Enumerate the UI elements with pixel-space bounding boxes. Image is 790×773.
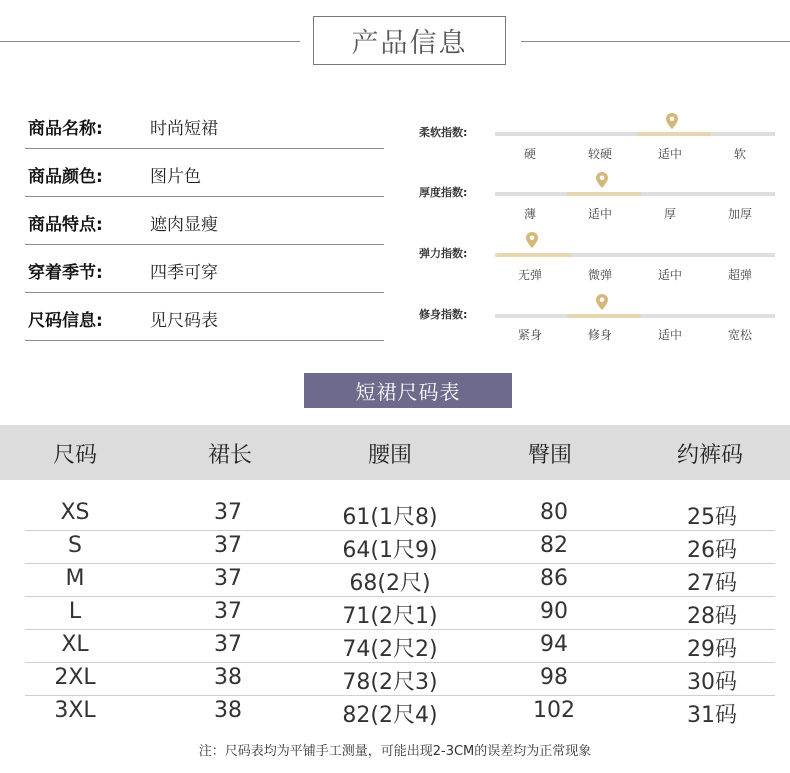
- info-value: 时尚短裙: [150, 119, 218, 139]
- location-pin-icon: [526, 232, 538, 248]
- column-header-pants-size: 约裤码: [676, 443, 743, 468]
- thickness-option: 适中: [587, 207, 612, 221]
- location-pin-icon: [596, 294, 608, 310]
- table-cell: 90: [540, 599, 568, 624]
- info-label: 商品名称:: [28, 119, 103, 139]
- info-row-season: [25, 245, 384, 293]
- fit-option: 宽松: [727, 328, 752, 342]
- table-cell: 27码: [687, 571, 737, 596]
- table-cell: 37: [214, 533, 242, 558]
- table-cell: 64(1尺9): [342, 538, 438, 563]
- table-cell: 38: [214, 665, 242, 690]
- table-cell: 74(2尺2): [342, 637, 438, 662]
- fit-index-label: 修身指数:: [419, 308, 468, 321]
- table-cell: 3XL: [54, 698, 96, 723]
- title-divider-left: [0, 41, 300, 42]
- table-cell: 30码: [687, 670, 737, 695]
- table-cell: 38: [214, 698, 242, 723]
- table-cell: 37: [214, 632, 242, 657]
- elasticity-option: 无弹: [517, 268, 542, 282]
- section-title: 产品信息: [313, 16, 506, 65]
- table-cell: 68(2尺): [349, 571, 431, 596]
- info-label: 尺码信息:: [28, 311, 103, 331]
- table-row: [25, 530, 775, 564]
- table-cell: 82: [540, 533, 568, 558]
- size-chart-title: 短裙尺码表: [304, 373, 512, 408]
- table-cell: 26码: [687, 538, 737, 563]
- table-cell: 98: [540, 665, 568, 690]
- location-pin-icon: [596, 172, 608, 188]
- fit-index-track: [495, 314, 775, 318]
- measurement-note: 注：尺码表均为平铺手工测量，可能出现2-3CM的误差均为正常现象: [198, 744, 592, 759]
- table-cell: XL: [61, 632, 89, 657]
- table-cell: 31码: [687, 703, 737, 728]
- table-cell: XS: [60, 500, 90, 525]
- column-header-size: 尺码: [52, 443, 97, 468]
- softness-option: 软: [733, 147, 746, 161]
- table-cell: 82(2尺4): [342, 703, 438, 728]
- info-value: 见尺码表: [150, 311, 218, 331]
- info-row-color: [25, 149, 384, 197]
- table-row: [25, 563, 775, 597]
- info-label: 商品颜色:: [28, 167, 103, 187]
- softness-option: 硬: [523, 147, 536, 161]
- info-value: 四季可穿: [150, 263, 218, 283]
- table-row: [25, 695, 775, 728]
- table-cell: 29码: [687, 637, 737, 662]
- elasticity-option: 微弹: [587, 268, 612, 282]
- fit-index-fill: [567, 314, 641, 318]
- softness-option: 适中: [657, 147, 682, 161]
- info-row-size: [25, 293, 384, 341]
- table-cell: 37: [214, 500, 242, 525]
- thickness-option: 薄: [523, 207, 536, 221]
- softness-option: 较硬: [587, 147, 612, 161]
- table-row: [25, 662, 775, 696]
- info-row-feature: [25, 197, 384, 245]
- thickness-option: 加厚: [727, 207, 752, 221]
- size-table-header: [0, 425, 790, 480]
- info-label: 穿着季节:: [28, 263, 103, 283]
- thickness-index-label: 厚度指数:: [419, 186, 468, 199]
- softness-index-fill: [637, 132, 711, 136]
- table-cell: 102: [533, 698, 575, 723]
- info-label: 商品特点:: [28, 215, 103, 235]
- elasticity-option: 适中: [657, 268, 682, 282]
- softness-index-track: [495, 132, 775, 136]
- table-cell: 71(2尺1): [342, 604, 438, 629]
- title-divider-right: [521, 41, 790, 42]
- table-cell: L: [68, 599, 82, 624]
- table-cell: S: [68, 533, 82, 558]
- table-cell: 37: [214, 566, 242, 591]
- column-header-hip: 臀围: [527, 443, 572, 468]
- info-value: 图片色: [150, 167, 201, 187]
- column-header-length: 裙长: [207, 443, 252, 468]
- table-row: [25, 596, 775, 630]
- info-row-name: [25, 101, 384, 149]
- thickness-index-track: [495, 192, 775, 196]
- thickness-option: 厚: [663, 207, 676, 221]
- table-cell: M: [65, 566, 85, 591]
- location-pin-icon: [666, 113, 678, 129]
- table-row: [25, 629, 775, 663]
- table-cell: 80: [540, 500, 568, 525]
- elasticity-index-track: [495, 253, 775, 257]
- table-cell: 2XL: [54, 665, 96, 690]
- table-cell: 94: [540, 632, 568, 657]
- thickness-index-fill: [567, 192, 641, 196]
- fit-option: 修身: [587, 328, 612, 342]
- table-cell: 78(2尺3): [342, 670, 438, 695]
- softness-index-label: 柔软指数:: [419, 126, 468, 139]
- table-cell: 61(1尺8): [342, 505, 438, 530]
- elasticity-index-label: 弹力指数:: [419, 247, 468, 260]
- elasticity-index-fill: [497, 253, 571, 257]
- table-cell: 86: [540, 566, 568, 591]
- table-cell: 28码: [687, 604, 737, 629]
- table-cell: 25码: [687, 505, 737, 530]
- fit-option: 适中: [657, 328, 682, 342]
- table-cell: 37: [214, 599, 242, 624]
- elasticity-option: 超弹: [727, 268, 752, 282]
- info-value: 遮肉显瘦: [150, 215, 218, 235]
- column-header-waist: 腰围: [367, 443, 412, 468]
- fit-option: 紧身: [517, 328, 542, 342]
- table-row: [25, 497, 775, 531]
